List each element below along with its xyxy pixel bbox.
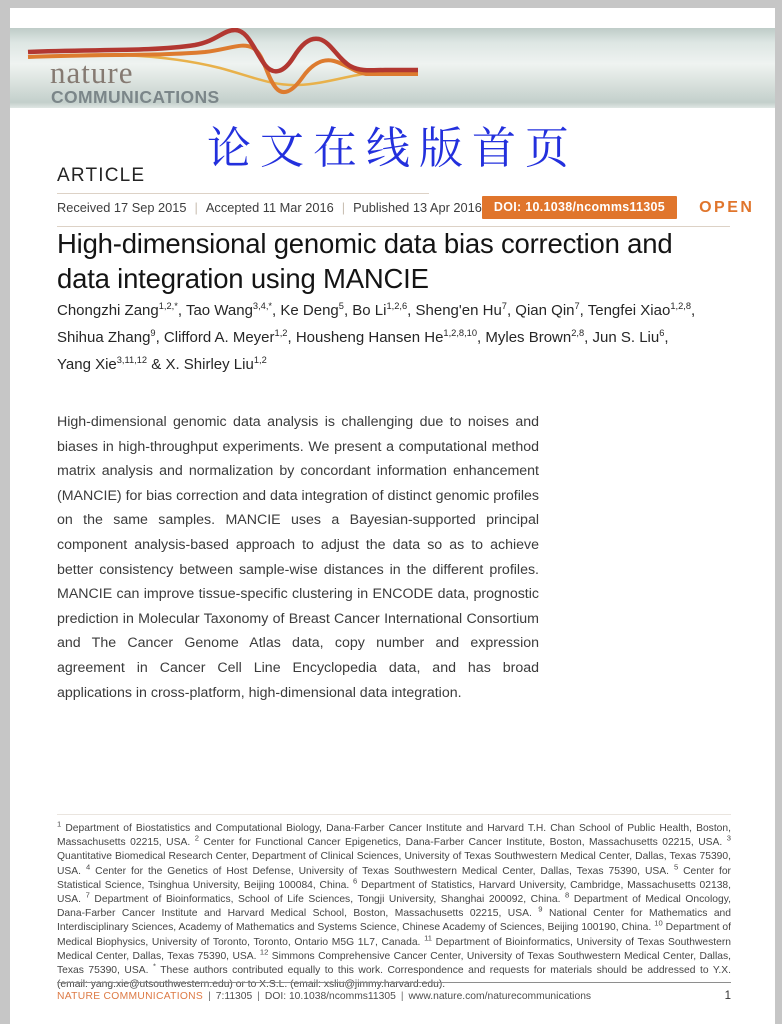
author: Bo Li$^{1,2,6}$ [352,301,408,319]
separator: | [194,200,198,215]
author: Tao Wang$^{3,4,*}$ [185,301,273,319]
author: Qian Qin$^7$ [515,301,580,319]
open-access-label: OPEN [699,198,755,216]
article-type-label: ARTICLE [57,165,146,186]
footer-issue: 7:11305 [215,991,253,1002]
doi-badge[interactable]: DOI: 10.1038/ncomms11305 [482,196,677,219]
article-meta-row [57,194,755,221]
author-list: Chongzhi Zang$^{1,2,*}$, Tao Wang$^{3,4,*}$, Ke Deng$^5$, Bo Li$^{1,2,6}$, Sheng'en Hu$^7$, Qian Qin$^7$, Tengfei Xiao$^{1,2,8}$, Shihua Zhang$^9$, Clifford A. Meyer$^{1,2}$, Housheng Hansen He$^{1,2,8,10}$, Myles Brown$^{2,8}$, Jun S. Liu$^6$, Yang Xie$^{3,11,12}$ & X. Shirley Liu$^{1,2}$ [57,301,696,373]
footer-journal-name: NATURE COMMUNICATIONS [57,991,204,1002]
author: Housheng Hansen He$^{1,2,8,10}$ [295,328,478,346]
author: Chongzhi Zang$^{1,2,*}$ [57,301,178,319]
separator: | [341,200,346,215]
author: Yang Xie$^{3,11,12}$ [57,355,148,373]
footnotes-text: $^1$ Department of Biostatistics and Computational Biology, Dana-Farber Cancer Institute and Harvard T.H. Chan School of Public Health, Boston, Massachusetts 02215, USA. $^2$ Center for Functional Cancer Epigenetics, Dana-Farber Cancer Institute, Boston, Massachusetts 02215, USA. $^3$ Quantitative Biomedical Research Center, Department of Clinical Sciences, University of Texas Southwestern Medical Center, Dallas, Texas 75390, USA. $^4$ Center for the Genetics of Host Defense, University of Texas Southwestern Medical Center, Dallas, Texas 75390, USA. $^5$ Center for Statistical Science, Tsinghua University, Beijing 100084, China. $^6$ Department of Statistics, Harvard University, Cambridge, Massachusetts 02138, USA. $^7$ Department of Bioinformatics, School of Life Sciences, Tongji University, Shanghai 200092, China. $^8$ Department of Medical Oncology, Dana-Farber Cancer Institute and Harvard Medical School, Boston, Massachusetts 02215, USA. $^9$ National Center for Mathematics and Interdisciplinary Sciences, Academy of Mathematics and Systems Science, Chinese Academy of Sciences, Beijing 100190, China. $^{10}$ Department of Medical Biophysics, University of Toronto, Toronto, Ontario M5G 1L7, Canada. $^{11}$ Department of Bioinformatics, University of Texas Southwestern Medical Center, Dallas, Texas 75390, USA. $^{12}$ Simmons Comprehensive Cancer Center, University of Texas Southwestern Medical Center, Dallas, Texas 75390, USA. * These authors contributed equally to this work. Correspondence and requests for materials should be addressed to Y.X. (email: yang.xie@utsouthwestern.edu) or to X.S.L. (email: xsliu@jimmy.harvard.edu). [57,814,731,992]
author: Clifford A. Meyer$^{1,2}$ [163,328,288,346]
footer-url[interactable]: www.nature.com/naturecommunications [408,991,592,1002]
article-header [57,164,755,227]
separator: | [257,991,260,1002]
abstract-text: High-dimensional genomic data analysis is challenging due to noises and biases in high-throughput experiments. We present a computational method matrix analysis and normalization by concordant information enhancement (MANCIE) for bias correction and data integration of distinct genomic profiles on the same samples. MANCIE uses a Bayesian-supported principal component analysis-based approach to adjust the data so as to achieve better consistency between sample-wise distances in the different profiles. MANCIE can improve tissue-specific clustering in ENCODE data, prognostic prediction in Molecular Taxonomy of Breast Cancer International Consortium and The Cancer Genome Atlas data, copy number and expression agreement in Cancer Cell Line Encyclopedia data, and has broad applications in cross-platform, high-dimensional data integration. [57,414,539,701]
footer-doi: DOI: 10.1038/ncomms11305 [264,991,396,1002]
separator: | [208,991,211,1002]
page-number: 1 [724,990,731,1002]
author: Tengfei Xiao$^{1,2,8}$ [587,301,691,319]
journal-brand-nature: nature [50,55,134,90]
author: Sheng'en Hu$^7$ [415,301,507,319]
published-date: Published 13 Apr 2016 [353,200,482,215]
author: Ke Deng$^5$ [280,301,344,319]
chinese-annotation-text: 论文在线版首页 [207,123,578,174]
separator: | [400,991,404,1002]
page-footer [57,982,731,1002]
paper-page [10,8,775,1024]
article-title: High-dimensional genomic data bias correction and data integration using MANCIE [57,228,673,294]
accepted-date: Accepted 11 Mar 2016 [205,200,334,215]
journal-masthead [10,28,775,108]
author: Shihua Zhang$^9$ [57,328,156,346]
received-date: Received 17 Sep 2015 [57,200,187,215]
author: Jun S. Liu$^6$ [592,328,665,346]
journal-brand-communications: COMMUNICATIONS [51,87,220,107]
author: Myles Brown$^{2,8}$ [485,328,585,346]
author: X. Shirley Liu$^{1,2}$ [165,355,267,373]
